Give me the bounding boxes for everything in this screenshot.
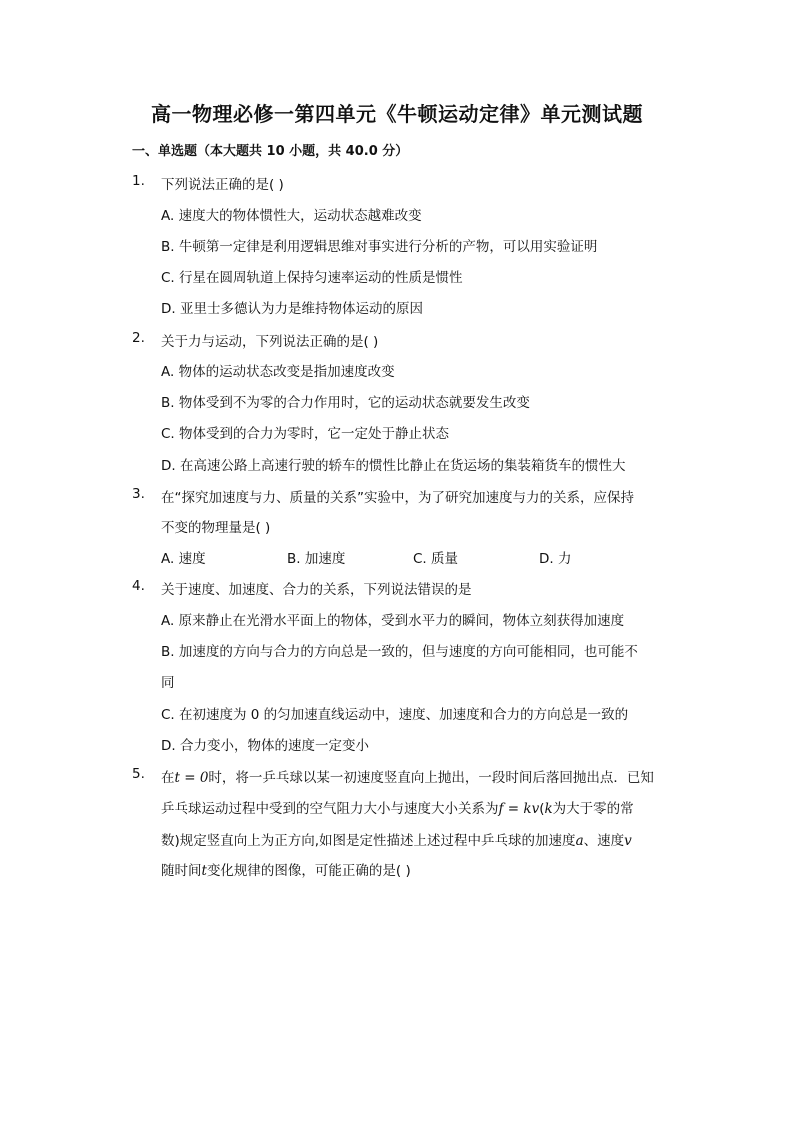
question-5-stem-line-3 [161, 829, 632, 849]
q5-text-2b: ( [539, 801, 545, 817]
question-4-option-d: D. 合力变小，物体的速度一定变小 [161, 738, 369, 754]
question-4-stem: 关于速度、加速度、合力的关系，下列说法错误的是 [161, 582, 472, 598]
q5-math-fkv: f = kv [498, 801, 540, 817]
q5-math-v: v [624, 833, 632, 849]
q5-text-1b: 时，将一乒乓球以某一初速度竖直向上抛出，一段时间后落回抛出点．已知 [208, 770, 654, 786]
question-3-stem-line-1: 在“探究加速度与力、质量的关系”实验中，为了研究加速度与力的关系，应保持 [161, 490, 634, 506]
question-2-option-a: A. 物体的运动状态改变是指加速度改变 [161, 364, 395, 380]
q5-math-t0: t = 0 [174, 770, 209, 786]
question-3-option-a: A. 速度 [161, 551, 206, 567]
q5-text-2a: 乒乓球运动过程中受到的空气阻力大小与速度大小关系为 [161, 801, 499, 817]
question-4-option-a: A. 原来静止在光滑水平面上的物体，受到水平力的瞬间，物体立刻获得加速度 [161, 613, 625, 629]
question-3-stem-line-2: 不变的物理量是( ) [161, 520, 271, 536]
question-4-number: 4. [132, 578, 145, 594]
question-4-option-c: C. 在初速度为 0 的匀加速直线运动中，速度、加速度和合力的方向总是一致的 [161, 707, 629, 723]
q5-math-k: k [544, 801, 553, 817]
q5-math-a: a [575, 833, 584, 849]
q5-text-4b: 变化规律的图像，可能正确的是( ) [206, 863, 411, 879]
question-3-option-b: B. 加速度 [287, 551, 346, 567]
page-title: 高一物理必修一第四单元《牛顿运动定律》单元测试题 [151, 102, 643, 126]
question-1-number: 1. [132, 173, 145, 189]
question-5-stem-line-4 [161, 859, 411, 879]
question-5-stem-line-1 [161, 766, 654, 786]
question-4-option-b-line-1: B. 加速度的方向与合力的方向总是一致的，但与速度的方向可能相同，也可能不 [161, 644, 638, 660]
q5-math-t: t [201, 863, 207, 879]
question-2-option-d: D. 在高速公路上高速行驶的轿车的惯性比静止在货运场的集装箱货车的惯性大 [161, 458, 626, 474]
question-3-number: 3. [132, 486, 145, 502]
q5-text-3a: 数)规定竖直向上为正方向,如图是定性描述上述过程中乒乓球的加速度 [161, 833, 576, 849]
question-2-stem: 关于力与运动，下列说法正确的是( ) [161, 334, 379, 350]
question-1-stem: 下列说法正确的是( ) [161, 177, 284, 193]
question-3-option-d: D. 力 [539, 551, 572, 567]
question-1-option-c: C. 行星在圆周轨道上保持匀速率运动的性质是惯性 [161, 270, 463, 286]
q5-text-1a: 在 [161, 770, 175, 786]
q5-text-3b: 、速度 [583, 833, 625, 849]
question-2-number: 2. [132, 330, 145, 346]
question-1-option-a: A. 速度大的物体惯性大，运动状态越难改变 [161, 208, 422, 224]
question-5-number: 5. [132, 766, 145, 782]
q5-text-2c: 为大于零的常 [552, 801, 634, 817]
question-4-option-b-line-2: 同 [161, 675, 175, 691]
section-heading: 一、单选题（本大题共 10 小题，共 40.0 分） [132, 144, 409, 159]
question-3-option-c: C. 质量 [413, 551, 459, 567]
question-1-option-b: B. 牛顿第一定律是利用逻辑思维对事实进行分析的产物，可以用实验证明 [161, 239, 598, 255]
q5-text-4a: 随时间 [161, 863, 202, 879]
question-5-stem-line-2 [161, 797, 634, 817]
question-1-option-d: D. 亚里士多德认为力是维持物体运动的原因 [161, 301, 423, 317]
question-2-option-b: B. 物体受到不为零的合力作用时，它的运动状态就要发生改变 [161, 395, 530, 411]
question-2-option-c: C. 物体受到的合力为零时，它一定处于静止状态 [161, 426, 450, 442]
